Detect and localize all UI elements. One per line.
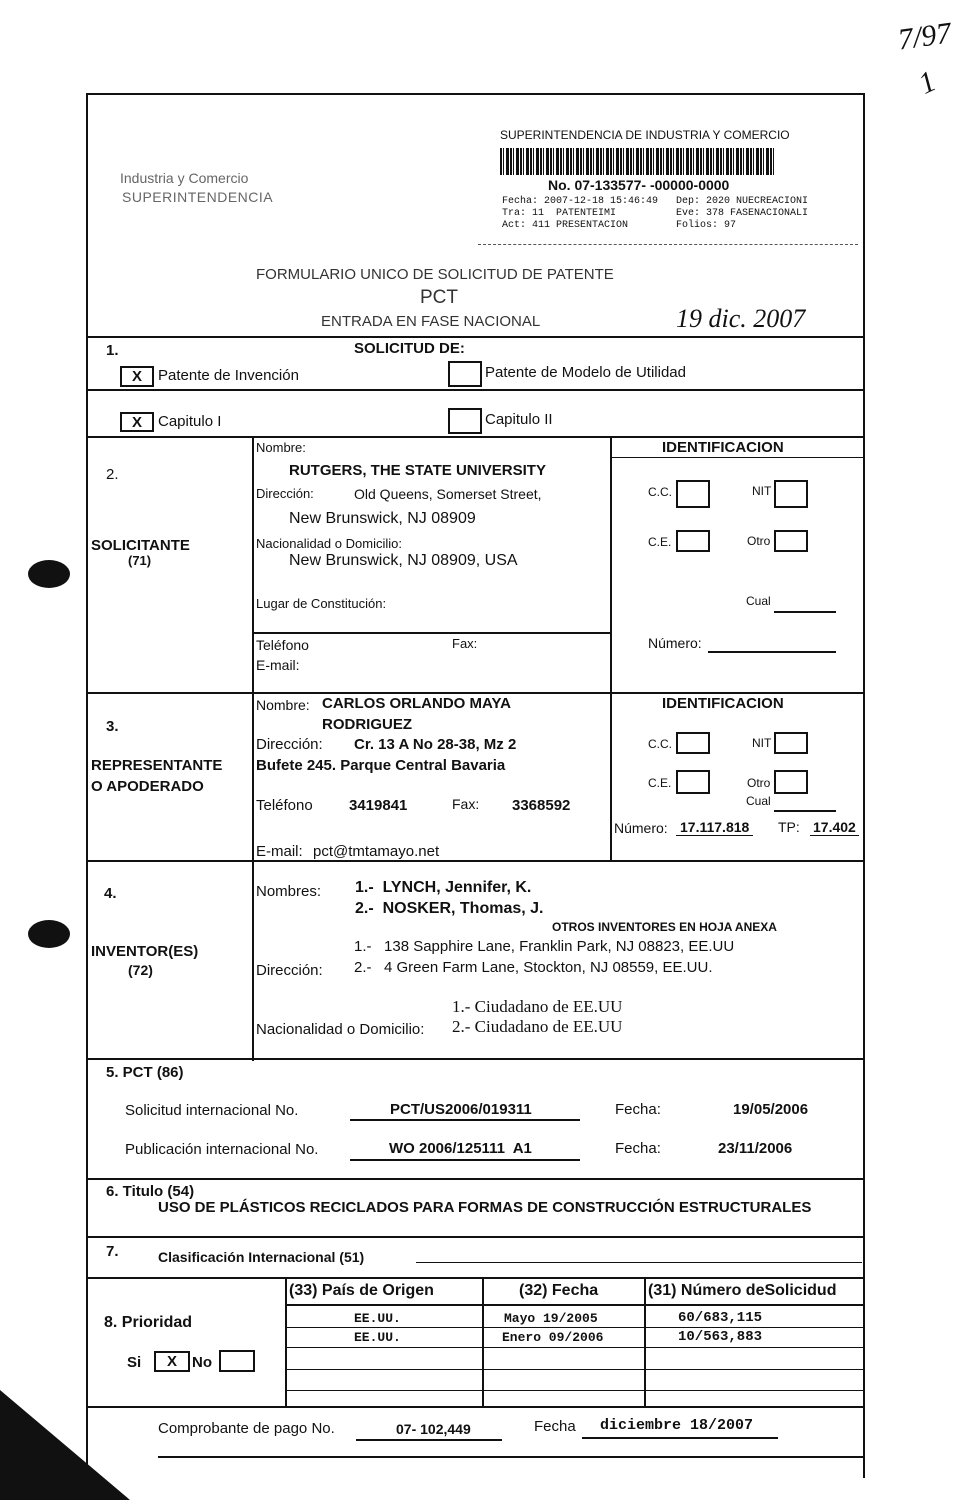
s4-otros-inventores: OTROS INVENTORES EN HOJA ANEXA — [552, 920, 777, 934]
s2-cual-line[interactable] — [774, 611, 836, 613]
s2-ce-label: C.E. — [648, 535, 672, 549]
s5-publicacion-label: Publicación internacional No. — [125, 1141, 319, 1158]
s4-direccion-1: 1.- 138 Sapphire Lane, Franklin Park, NJ 08823, EE.UU — [354, 938, 735, 955]
stamp-line-2: Tra: 11 PATENTEIMI Eve: 378 FASENACIONALI — [502, 208, 809, 219]
s8-label: 8. Prioridad — [104, 1314, 193, 1331]
s7-label: Clasificación Internacional (51) — [158, 1249, 365, 1265]
s2-direccion-2: New Brunswick, NJ 08909 — [289, 510, 476, 527]
pct-heading: PCT — [420, 287, 458, 308]
s2-nit-label: NIT — [752, 484, 772, 498]
s4-code: (72) — [128, 962, 153, 978]
s3-nit-label: NIT — [752, 736, 772, 750]
s8-row-1-numero: 60/683,115 — [678, 1310, 763, 1326]
s3-numero-label: Número: — [614, 820, 668, 836]
s3-direccion-1: Cr. 13 A No 28-38, Mz 2 — [354, 736, 517, 753]
s2-cual-label: Cual — [746, 594, 771, 608]
handwritten-date: 19 dic. 2007 — [676, 304, 806, 333]
s8-row-1-pais: EE.UU. — [354, 1311, 401, 1326]
s5-solicitud-fecha-label: Fecha: — [615, 1101, 661, 1118]
s4-label: INVENTOR(ES) — [91, 943, 199, 960]
s3-label-2: O APODERADO — [91, 778, 204, 795]
stamp-line-3: Act: 411 PRESENTACION Folios: 97 — [502, 220, 737, 231]
comprobante-label: Comprobante de pago No. — [158, 1420, 335, 1437]
s4-nacionalidad-2: 2.- Ciudadano de EE.UU — [452, 1017, 623, 1036]
s2-ident-title: IDENTIFICACION — [662, 439, 784, 456]
s2-numero-label: Número: — [648, 635, 702, 651]
s8-row-2-numero: 10/563,883 — [678, 1329, 763, 1345]
s8-no-checkbox[interactable] — [219, 1350, 255, 1372]
s5-publicacion-no: WO 2006/125111 A1 — [389, 1140, 532, 1157]
capitulo-2-label: Capitulo II — [485, 411, 553, 428]
s4-number: 4. — [104, 885, 117, 902]
s2-nacionalidad: New Brunswick, NJ 08909, USA — [289, 552, 518, 569]
s7-field-line[interactable] — [416, 1262, 862, 1263]
s3-otro-box[interactable] — [774, 770, 808, 794]
s2-nacionalidad-label: Nacionalidad o Domicilio: — [256, 536, 402, 551]
s2-code: (71) — [128, 553, 152, 568]
s2-email-label: E-mail: — [256, 657, 300, 673]
s2-nombre-label: Nombre: — [256, 440, 306, 455]
stamp-dashed-line — [478, 244, 858, 245]
s4-nombres-label: Nombres: — [256, 883, 322, 900]
s5-solicitud-no: PCT/US2006/019311 — [390, 1101, 532, 1118]
patente-modelo-label: Patente de Modelo de Utilidad — [485, 364, 686, 381]
stamp-title: SUPERINTENDENCIA DE INDUSTRIA Y COMERCIO — [500, 128, 790, 142]
s4-direccion-label: Dirección: — [256, 962, 323, 979]
s2-nit-box[interactable] — [774, 480, 808, 508]
s2-number: 2. — [106, 466, 119, 483]
s3-fax: 3368592 — [512, 797, 571, 814]
capitulo-2-checkbox[interactable] — [448, 408, 482, 434]
s4-inventor-2: 2.- NOSKER, Thomas, J. — [355, 900, 544, 917]
s2-lugar-label: Lugar de Constitución: — [256, 596, 387, 611]
s3-otro-label: Otro — [747, 776, 771, 790]
s3-number: 3. — [106, 718, 119, 735]
s6-title: 6. Titulo (54) — [106, 1183, 195, 1200]
s3-cc-box[interactable] — [676, 732, 710, 754]
s5-solicitud-fecha: 19/05/2006 — [733, 1101, 809, 1118]
s3-cual-label: Cual — [746, 794, 771, 808]
s3-numero: 17.117.818 — [676, 819, 753, 836]
s2-ce-box[interactable] — [676, 530, 710, 552]
s3-telefono-label: Teléfono — [256, 797, 313, 814]
s7-number: 7. — [106, 1243, 119, 1260]
stamp-line-1: Fecha: 2007-12-18 15:46:49 Dep: 2020 NUECREACIONI — [502, 196, 809, 207]
s1-number: 1. — [106, 342, 119, 359]
s8-si-checkbox[interactable]: X — [154, 1351, 190, 1372]
barcode — [500, 148, 774, 175]
s3-nombre-2: RODRIGUEZ — [322, 716, 412, 733]
s2-label: SOLICITANTE — [91, 537, 190, 554]
s2-otro-label: Otro — [747, 534, 771, 548]
s4-direccion-2: 2.- 4 Green Farm Lane, Stockton, NJ 08559, EE.UU. — [354, 959, 713, 976]
org-left-1: Industria y Comercio — [120, 170, 249, 186]
s8-row-2-pais: EE.UU. — [354, 1330, 401, 1345]
s5-solicitud-label: Solicitud internacional No. — [125, 1102, 299, 1119]
s3-tp: 17.402 — [810, 819, 859, 836]
s2-numero-line[interactable] — [708, 651, 836, 653]
s3-tp-label: TP: — [778, 819, 800, 835]
s3-cc-label: C.C. — [648, 737, 672, 751]
org-left-2: SUPERINTENDENCIA — [122, 189, 274, 205]
patente-invencion-label: Patente de Invención — [158, 367, 299, 384]
s2-direccion-label: Dirección: — [256, 486, 314, 501]
s4-nacionalidad-1: 1.- Ciudadano de EE.UU — [452, 997, 623, 1016]
s4-inventor-1: 1.- LYNCH, Jennifer, K. — [355, 879, 532, 896]
s3-ce-box[interactable] — [676, 770, 710, 794]
s1-title: SOLICITUD DE: — [354, 340, 465, 357]
s4-nacionalidad-label: Nacionalidad o Domicilio: — [256, 1021, 425, 1038]
capitulo-1-checkbox[interactable]: X — [120, 412, 154, 432]
s2-cc-box[interactable] — [676, 480, 710, 508]
s3-fax-label: Fax: — [452, 796, 480, 812]
s8-col-numero: (31) Número deSolicidud — [648, 1282, 837, 1299]
s3-direccion-label: Dirección: — [256, 736, 323, 753]
s2-cc-label: C.C. — [648, 485, 672, 499]
s3-ce-label: C.E. — [648, 776, 672, 790]
patente-invencion-checkbox[interactable]: X — [120, 366, 154, 387]
s3-direccion-2: Bufete 245. Parque Central Bavaria — [256, 757, 506, 774]
s3-ident-title: IDENTIFICACION — [662, 695, 784, 712]
comprobante-no: 07- 102,449 — [396, 1421, 471, 1437]
s8-row-1-fecha: Mayo 19/2005 — [504, 1311, 598, 1326]
s3-nombre-label: Nombre: — [256, 697, 310, 713]
s2-otro-box[interactable] — [774, 530, 808, 552]
patente-modelo-checkbox[interactable] — [448, 361, 482, 387]
stamp-number: No. 07-133577- -00000-0000 — [548, 177, 730, 193]
phase-heading: ENTRADA EN FASE NACIONAL — [321, 313, 541, 330]
s5-publicacion-fecha: 23/11/2006 — [718, 1140, 793, 1157]
s5-title: 5. PCT (86) — [106, 1064, 184, 1081]
form-title: FORMULARIO UNICO DE SOLICITUD DE PATENTE — [256, 266, 614, 283]
s3-email-label: E-mail: — [256, 843, 303, 860]
s3-label-1: REPRESENTANTE — [91, 757, 223, 774]
s8-row-2-fecha: Enero 09/2006 — [502, 1330, 604, 1345]
s5-publicacion-fecha-label: Fecha: — [615, 1140, 661, 1157]
footer-fecha-label: Fecha — [534, 1418, 576, 1435]
s8-si-label: Si — [127, 1354, 142, 1371]
s3-telefono: 3419841 — [349, 797, 408, 814]
s3-cual-line[interactable] — [774, 810, 836, 812]
s8-no-label: No — [192, 1354, 212, 1371]
page-number-handwritten: 1 — [913, 64, 942, 101]
s3-email[interactable]: pct@tmtamayo.net — [313, 843, 440, 860]
s8-col-pais: (33) País de Origen — [289, 1282, 434, 1299]
s6-value: USO DE PLÁSTICOS RECICLADOS PARA FORMAS DE CONSTRUCCIÓN ESTRUCTURALES — [158, 1199, 812, 1216]
s3-nit-box[interactable] — [774, 732, 808, 754]
s2-nombre: RUTGERS, THE STATE UNIVERSITY — [289, 462, 546, 479]
punch-hole-top — [28, 560, 70, 588]
punch-hole-bottom — [28, 920, 70, 948]
s3-nombre-1: CARLOS ORLANDO MAYA — [322, 695, 511, 712]
folio-handwritten: 7/97 — [895, 16, 954, 57]
footer-fecha: diciembre 18/2007 — [600, 1417, 754, 1434]
s2-telefono-label: Teléfono — [256, 637, 309, 653]
capitulo-1-label: Capitulo I — [158, 413, 222, 430]
s2-direccion-1: Old Queens, Somerset Street, — [354, 486, 542, 502]
s2-fax-label: Fax: — [452, 636, 478, 651]
s8-col-fecha: (32) Fecha — [519, 1282, 599, 1299]
